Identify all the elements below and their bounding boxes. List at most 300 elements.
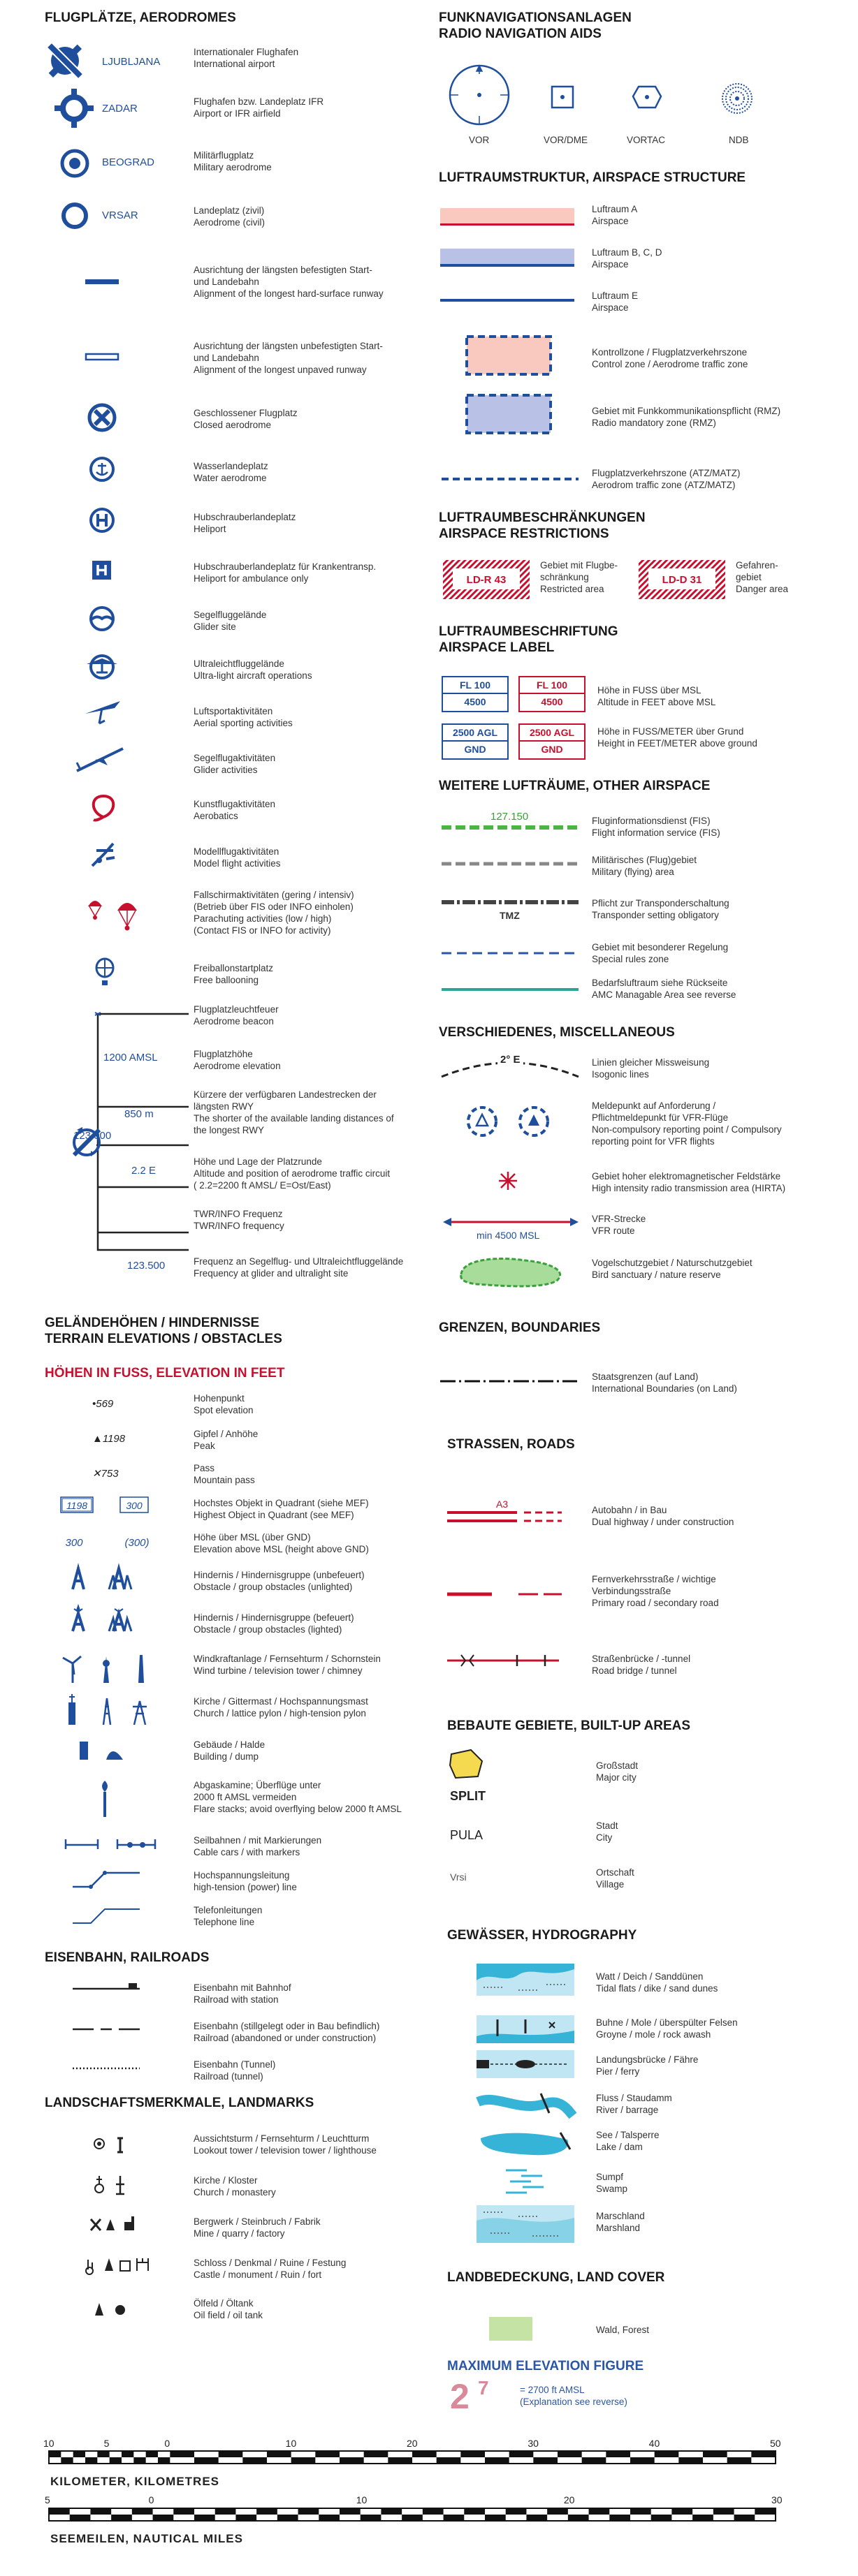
highway-label: A3 (496, 1499, 509, 1510)
castle-monument-ruin-fort-icon (84, 2253, 154, 2276)
isogonic-label: 2° E (497, 1054, 523, 1066)
km-scale-segment (133, 2457, 145, 2464)
label-box-bottom: 4500 (464, 696, 486, 707)
atz-symbol (442, 475, 581, 483)
label-box-top: FL 100 (443, 677, 507, 694)
label-box-blue (442, 676, 509, 712)
radio-label-vortac: VORTAC (627, 135, 666, 145)
frequency-label: 123.000 (73, 1130, 112, 1142)
aerodrome-text: Militärflugplatz Military aerodrome (194, 150, 272, 172)
groyne-icon (477, 2015, 574, 2043)
nm-scale-segment (485, 2515, 506, 2521)
km-tick-label: 10 (285, 2438, 297, 2449)
aerodrome-text: Kunstflugaktivitäten Aerobatics (194, 799, 276, 821)
airspace-text: Kontrollzone / Flugplatzverkehrszone Control zone / Aerodrome traffic zone (592, 347, 748, 369)
nm-scale-segment (630, 2508, 651, 2515)
tmz-label: TMZ (500, 910, 520, 921)
airspace-text: Gebiet mit Funkkommunikationspflicht (RMZ) Radio mandatory zone (RMZ) (592, 406, 781, 428)
misc-text: VFR-Strecke VFR route (592, 1214, 646, 1236)
km-scale-segment (678, 2457, 703, 2464)
label-box-red (518, 676, 586, 712)
terrain-text: Gipfel / Anhöhe Peak (194, 1429, 259, 1451)
other-airspace-text: Fluginformationsdienst (FIS) Flight information service (FIS) (592, 816, 720, 838)
hydrography-text: See / Talsperre Lake / dam (596, 2130, 660, 2152)
hard-runway-icon (85, 278, 120, 286)
other-airspace-text: Gebiet mit besonderer Regelung Special rules zone (592, 942, 729, 964)
village-label: Vrsi (450, 1871, 467, 1883)
km-scale-segment (291, 2457, 316, 2464)
hydrography-text: Landungsbrücke / Fähre Pier / ferry (596, 2054, 699, 2077)
fis-frequency-label: 127.150 (490, 811, 529, 823)
nm-scale-bar (49, 2508, 783, 2529)
built-up-text: Stadt City (596, 1820, 618, 1843)
closed-aerodrome-icon (87, 402, 117, 433)
terrain-text: Hohenpunkt Spot elevation (194, 1393, 254, 1415)
vor-dme-icon (549, 84, 577, 112)
heliport-ambulance-icon (92, 560, 112, 581)
nm-scale-segment (506, 2508, 527, 2515)
terrain-text: Pass Mountain pass (194, 1463, 255, 1485)
km-scale-segment (85, 2457, 97, 2464)
airspace-e-symbol (440, 293, 580, 307)
elevation-label: 1200 AMSL (103, 1052, 158, 1063)
city-label: PULA (450, 1828, 483, 1842)
bird-sanctuary-icon (456, 1253, 567, 1288)
landmark-text: Kirche / Kloster Church / monastery (194, 2175, 276, 2198)
obstacle-unlighted-icon (67, 1564, 137, 1592)
km-scale-segment (485, 2457, 509, 2464)
railroad-abandoned-icon (73, 2022, 143, 2036)
terrain-text: Hochspannungsleitung high-tension (power) line (194, 1870, 297, 1892)
aerial-sporting-icon (84, 698, 122, 726)
peak-symbol: ▲1198 (92, 1433, 126, 1445)
aerodrome-label: VRSAR (102, 209, 138, 221)
nm-scale-segment (361, 2515, 381, 2521)
km-scale-segment (315, 2451, 340, 2457)
landmark-text: Ölfeld / Öltank Oil field / oil tank (194, 2298, 263, 2320)
landmark-text: Schloss / Denkmal / Ruine / Festung Castle / monument / Ruin / fort (194, 2258, 347, 2280)
km-scale-segment (340, 2457, 364, 2464)
oil-field-tank-icon (92, 2299, 141, 2320)
nm-scale-segment (173, 2508, 194, 2515)
km-scale-segment (122, 2451, 133, 2457)
restricted-area-text: Gebiet mit Flugbe- schränkung Restricted area (540, 560, 618, 594)
nm-scale-segment (90, 2508, 111, 2515)
road-text: Fernverkehrsstraße / wichtige Verbindungsstraße Primary road / secondary road (592, 1574, 719, 1608)
nm-scale-segment (277, 2515, 298, 2521)
aerodrome-text: Freiballonstartplatz Free ballooning (194, 963, 274, 985)
power-line-icon (70, 1864, 154, 1892)
ifr-airport-icon (54, 89, 94, 128)
km-scale-segment (509, 2451, 534, 2457)
pass-symbol: ✕753 (92, 1468, 119, 1480)
nm-tick-label: 30 (771, 2494, 783, 2505)
km-tick-label: 20 (407, 2438, 418, 2449)
nm-scale-segment (464, 2508, 485, 2515)
church-monastery-icon (92, 2173, 148, 2197)
svg-text:300: 300 (65, 1537, 83, 1549)
vfr-route-label: min 4500 MSL (477, 1230, 540, 1241)
aerobatics-icon (88, 792, 119, 823)
terrain-heading: GELÄNDEHÖHEN / HINDERNISSE TERRAIN ELEVATIONS / OBSTACLES (45, 1316, 282, 1346)
km-scale-segment (158, 2457, 170, 2464)
vor-icon (444, 60, 521, 137)
label-box-top: FL 100 (520, 677, 584, 694)
aerodrome-text: Hubschrauberlandeplatz Heliport (194, 512, 296, 534)
km-scale-segment (110, 2457, 122, 2464)
nm-scale-segment (589, 2508, 610, 2515)
km-tick-label: 30 (528, 2438, 539, 2449)
tidal-flats-icon (477, 1964, 574, 1996)
other-airspace-heading: WEITERE LUFTRÄUME, OTHER AIRSPACE (439, 779, 711, 793)
aerodromes-heading: FLUGPLÄTZE, AERODROMES (45, 10, 236, 25)
lookout-tower-icon (92, 2134, 148, 2155)
nm-scale-segment (194, 2515, 215, 2521)
aerodrome-text: Modellflugaktivitäten Model flight activities (194, 846, 281, 869)
railroad-text: Eisenbahn (Tunnel) Railroad (tunnel) (194, 2059, 276, 2082)
svg-text:1198: 1198 (66, 1500, 88, 1511)
label-box-top: 2500 AGL (443, 725, 507, 742)
land-cover-text: Wald, Forest (596, 2325, 650, 2335)
km-scale-bar (49, 2451, 783, 2472)
nm-scale-segment (734, 2515, 755, 2521)
km-scale-segment (242, 2457, 267, 2464)
building-dump-icon (78, 1739, 134, 1764)
glider-site-icon (88, 605, 116, 633)
boundary-line (440, 1377, 580, 1385)
nm-scale-segment (568, 2515, 589, 2521)
terrain-text: Kirche / Gittermast / Hochspannungsmast Church / lattice pylon / high-tension pylon (194, 1696, 368, 1718)
hydrography-text: Sumpf Swamp (596, 2172, 628, 2194)
balloon-icon (94, 958, 116, 989)
road-text: Straßenbrücke / -tunnel Road bridge / tunnel (592, 1654, 691, 1676)
km-scale-label: KILOMETER, KILOMETRES (50, 2475, 219, 2488)
airspace-bcd-symbol (440, 246, 580, 271)
elevation-text: Flugplatzhöhe Aerodrome elevation (194, 1049, 281, 1071)
restricted-area-label: LD-R 43 (466, 574, 507, 586)
label-box-blue (442, 723, 509, 760)
km-scale-segment (606, 2451, 630, 2457)
river-barrage-icon (477, 2088, 574, 2124)
km-scale-segment (751, 2451, 776, 2457)
aerodrome-text: Wasserlandeplatz Water aerodrome (194, 461, 268, 483)
nm-scale-segment (340, 2508, 361, 2515)
fis-line (442, 824, 581, 831)
nm-scale-segment (215, 2508, 236, 2515)
flare-stack-icon (96, 1781, 113, 1818)
elevation-msl-symbol (60, 1533, 158, 1550)
nm-tick-label: 5 (45, 2494, 50, 2505)
nm-scale-segment (298, 2508, 319, 2515)
airspace-text: Luftraum A Airspace (592, 204, 638, 226)
built-up-heading: BEBAUTE GEBIETE, BUILT-UP AREAS (447, 1718, 691, 1733)
land-cover-heading: LANDBEDECKUNG, LAND COVER (447, 2270, 665, 2285)
other-airspace-text: Bedarfsluftraum siehe Rückseite AMC Managable Area see reverse (592, 978, 736, 1000)
aerodrome-label: BEOGRAD (102, 156, 155, 168)
obstacle-lighted-icon (67, 1606, 137, 1634)
marshland-icon (477, 2205, 574, 2243)
aerodrome-text: Hubschrauberlandeplatz für Krankentransp. Heliport for ambulance only (194, 561, 377, 584)
radio-label-ndb: NDB (729, 135, 749, 145)
nm-scale-segment (235, 2515, 256, 2521)
airspace-text: Luftraum B, C, D Airspace (592, 247, 662, 270)
misc-text: Meldepunkt auf Anforderung / Pflichtmeldepunkt für VFR-Flüge Non-compulsory reporting point / Compulsory reporting point for VFR flights (592, 1101, 782, 1147)
km-scale-segment (703, 2451, 727, 2457)
cable-car-icon (63, 1835, 161, 1856)
pier-ferry-icon (477, 2050, 574, 2078)
aerodrome-text: Luftsportaktivitäten Aerial sporting activities (194, 706, 293, 728)
swamp-icon (503, 2165, 552, 2197)
feet-heading: HÖHEN IN FUSS, ELEVATION IN FEET (45, 1366, 285, 1381)
model-flight-icon (89, 841, 117, 869)
km-scale-segment (61, 2457, 73, 2464)
nm-scale-segment (132, 2508, 153, 2515)
circuit-text: Höhe und Lage der Platzrunde Altitude and position of aerodrome traffic circuit ( 2.2=2200 ft AMSL/ E=Ost/East) (194, 1156, 391, 1191)
vfr-route-line (442, 1215, 581, 1229)
international-airport-icon (41, 36, 89, 85)
road-text: Autobahn / in Bau Dual highway / under construction (592, 1505, 734, 1527)
glider-frequency-label: 123.500 (127, 1260, 166, 1272)
danger-area-label: LD-D 31 (662, 574, 702, 586)
nm-tick-label: 20 (563, 2494, 575, 2505)
km-scale-segment (49, 2451, 61, 2457)
spot-elevation-symbol: •569 (92, 1398, 114, 1410)
km-scale-segment (727, 2457, 752, 2464)
civil-aerodrome-icon (60, 201, 89, 230)
mef-big-digit: 2 (450, 2377, 470, 2416)
nm-scale-segment (651, 2515, 672, 2521)
aerodrome-text: Internationaler Flughafen International airport (194, 47, 299, 69)
km-tick-label: 10 (43, 2438, 54, 2449)
control-zone-symbol (464, 334, 555, 378)
svg-text:(300): (300) (124, 1537, 150, 1549)
km-tick-label: 40 (648, 2438, 660, 2449)
reporting-point-icons (465, 1105, 556, 1140)
military-area-line (442, 860, 581, 867)
km-scale-segment (630, 2457, 655, 2464)
wind-turbine-tv-tower-chimney-icon (60, 1649, 151, 1684)
nm-tick-label: 0 (148, 2494, 154, 2505)
km-scale-segment (364, 2451, 388, 2457)
circuit-label: 2.2 E (131, 1165, 157, 1177)
roads-heading: STRASSEN, ROADS (447, 1437, 575, 1452)
terrain-text: Höhe über MSL (über GND) Elevation above MSL (height above GND) (194, 1532, 369, 1554)
label-box-bottom: GND (464, 744, 486, 755)
km-tick-label: 50 (770, 2438, 781, 2449)
radio-label-vor: VOR (469, 135, 490, 145)
railroad-tunnel-icon (73, 2061, 143, 2075)
ultralight-icon (85, 652, 119, 682)
railroad-station-icon (73, 1980, 143, 1994)
vortac-icon (632, 84, 662, 115)
airspace-text: Flugplatzverkehrszone (ATZ/MATZ) Aerodrom traffic zone (ATZ/MATZ) (592, 468, 741, 490)
nm-scale-label: SEEMEILEN, NAUTICAL MILES (50, 2532, 243, 2545)
runway-length-text: Kürzere der verfügbaren Landestrecken der längsten RWY The shorter of the available landing distances of the longest RWY (194, 1089, 394, 1135)
lake-dam-icon (477, 2128, 574, 2159)
hydrography-text: Marschland Marshland (596, 2211, 645, 2233)
restrictions-heading: LUFTRAUMBESCHRÄNKUNGEN AIRSPACE RESTRICTIONS (439, 510, 646, 541)
terrain-text: Windkraftanlage / Fernsehturm / Schornstein Wind turbine / television tower / chimney (194, 1654, 381, 1676)
airspace-text: Luftraum E Airspace (592, 290, 639, 313)
forest-swatch (489, 2317, 532, 2341)
tmz-line (442, 898, 581, 906)
highest-object-symbol (60, 1494, 151, 1515)
km-scale-segment (388, 2457, 412, 2464)
label-box-bottom: 4500 (541, 696, 563, 707)
km-scale-segment (582, 2457, 606, 2464)
nm-scale-segment (692, 2515, 713, 2521)
boundary-text: Staatsgrenzen (auf Land) International Boundaries (on Land) (592, 1371, 737, 1394)
km-tick-label: 5 (103, 2438, 110, 2449)
military-aerodrome-icon (60, 149, 89, 178)
km-scale-segment (412, 2451, 437, 2457)
airspace-label-text: Höhe in FUSS über MSL Altitude in FEET above MSL (597, 685, 716, 707)
nm-scale-segment (423, 2508, 444, 2515)
airspace-heading: LUFTRAUMSTRUKTUR, AIRSPACE STRUCTURE (439, 170, 746, 185)
aerodrome-text: Ultraleichtfluggelände Ultra-light aircraft operations (194, 658, 312, 681)
terrain-text: Hindernis / Hindernisgruppe (befeuert) Obstacle / group obstacles (lighted) (194, 1612, 354, 1635)
landmark-text: Aussichtsturm / Fernsehturm / Leuchtturm Lookout tower / television tower / lighthouse (194, 2133, 377, 2156)
mef-heading: MAXIMUM ELEVATION FIGURE (447, 2359, 644, 2373)
aerodrome-text: Flughafen bzw. Landeplatz IFR Airport or IFR airfield (194, 96, 324, 119)
radio-label-vor-dme: VOR/DME (544, 135, 588, 145)
km-tick-label: 0 (164, 2438, 170, 2449)
terrain-text: Abgaskamine; Überflüge unter 2000 ft AMSL vermeiden Flare stacks; avoid overflying below 2000 ft AMSL (194, 1780, 402, 1814)
nm-scale-segment (609, 2515, 630, 2521)
major-city-label: SPLIT (450, 1789, 486, 1803)
nm-scale-segment (49, 2508, 70, 2515)
km-scale-segment (219, 2451, 243, 2457)
aerodrome-text: Segelfluggelände Glider site (194, 610, 267, 632)
amc-line (442, 986, 581, 993)
km-scale-segment (655, 2451, 679, 2457)
misc-text: Linien gleicher Missweisung Isogonic lines (592, 1057, 710, 1080)
terrain-text: Telefonleitungen Telephone line (194, 1905, 263, 1927)
aerodrome-info-diagram (42, 1006, 196, 1257)
nm-tick-label: 10 (356, 2494, 368, 2505)
nm-scale-segment (713, 2508, 734, 2515)
nm-scale-segment (381, 2508, 402, 2515)
beacon-text: Flugplatzleuchtfeuer Aerodrome beacon (194, 1004, 279, 1026)
nm-scale-segment (755, 2508, 776, 2515)
nm-scale-segment (111, 2515, 132, 2521)
nm-scale-segment (70, 2515, 91, 2521)
glider-activity-icon (75, 746, 126, 774)
aerodrome-text: Geschlossener Flugplatz Closed aerodrome (194, 408, 298, 430)
airspace-a-symbol (440, 204, 580, 229)
airspace-label-text: Höhe in FUSS/METER über Grund Height in FEET/METER above ground (597, 726, 757, 749)
highway-symbol (447, 1510, 566, 1525)
nm-scale-segment (444, 2515, 465, 2521)
hydrography-heading: GEWÄSSER, HYDROGRAPHY (447, 1928, 637, 1943)
danger-area-text: Gefahren- gebiet Danger area (736, 560, 789, 594)
railroad-text: Eisenbahn mit Bahnhof Railroad with station (194, 1982, 291, 2005)
twr-text: TWR/INFO Frequenz TWR/INFO frequency (194, 1209, 284, 1231)
misc-heading: VERSCHIEDENES, MISCELLANEOUS (439, 1025, 675, 1040)
special-rules-line (442, 950, 581, 957)
landmarks-heading: LANDSCHAFTSMERKMALE, LANDMARKS (45, 2096, 314, 2110)
mef-text: = 2700 ft AMSL (Explanation see reverse) (520, 2385, 627, 2407)
hydrography-text: Buhne / Mole / überspülter Felsen Groyne / mole / rock awash (596, 2017, 738, 2040)
hydrography-text: Watt / Deich / Sanddünen Tidal flats / dike / sand dunes (596, 1971, 718, 1994)
boundaries-heading: GRENZEN, BOUNDARIES (439, 1320, 601, 1335)
misc-text: Gebiet hoher elektromagnetischer Feldstärke High intensity radio transmission area (HIRTA) (592, 1171, 786, 1193)
other-airspace-text: Pflicht zur Transponderschaltung Transponder setting obligatory (592, 898, 729, 920)
km-scale-segment (146, 2451, 158, 2457)
label-box-red (518, 723, 586, 760)
aerodrome-text: Ausrichtung der längsten unbefestigten Start- und Landebahn Alignment of the longest unpaved runway (194, 341, 383, 375)
other-airspace-text: Militärisches (Flug)gebiet Military (flying) area (592, 855, 697, 877)
label-box-top: 2500 AGL (520, 725, 584, 742)
major-city-icon (447, 1747, 489, 1781)
km-scale-segment (97, 2451, 109, 2457)
km-scale-segment (533, 2457, 558, 2464)
svg-text:300: 300 (126, 1500, 143, 1511)
label-box-bottom: GND (541, 744, 563, 755)
km-scale-segment (73, 2451, 85, 2457)
terrain-text: Gebäude / Halde Building / dump (194, 1739, 266, 1762)
nm-scale-segment (526, 2515, 547, 2521)
primary-secondary-road-symbol (447, 1589, 566, 1599)
built-up-text: Großstadt Major city (596, 1760, 639, 1783)
terrain-text: Hindernis / Hindernisgruppe (unbefeuert) Obstacle / group obstacles (unlighted) (194, 1570, 365, 1592)
parachute-icon (85, 895, 141, 934)
misc-text: Vogelschutzgebiet / Naturschutzgebiet Bird sanctuary / nature reserve (592, 1258, 752, 1280)
terrain-text: Seilbahnen / mit Markierungen Cable cars / with markers (194, 1835, 322, 1857)
nm-scale-segment (153, 2515, 174, 2521)
aerodrome-text: Fallschirmaktivitäten (gering / intensiv) (Betrieb über FIS oder INFO einholen) Parachuting activities (low / high) (Contact FIS or INFO for activity) (194, 890, 354, 936)
road-bridge-tunnel-symbol (447, 1652, 566, 1669)
aerodrome-text: Ausrichtung der längsten befestigten Start- und Landebahn Alignment of the longest hard-surface runway (194, 265, 384, 299)
railroad-text: Eisenbahn (stillgelegt oder in Bau befindlich) Railroad (abandoned or under construction) (194, 2021, 380, 2043)
mine-quarry-factory-icon (88, 2214, 151, 2235)
km-scale-segment (170, 2451, 194, 2457)
nm-scale-segment (319, 2515, 340, 2521)
aerodrome-label: ZADAR (102, 103, 138, 115)
radio-heading: FUNKNAVIGATIONSANLAGEN RADIO NAVIGATION AIDS (439, 10, 632, 41)
km-scale-segment (437, 2457, 461, 2464)
km-scale-segment (194, 2457, 219, 2464)
water-aerodrome-icon (88, 455, 116, 483)
nm-scale-segment (547, 2508, 568, 2515)
railroads-heading: EISENBAHN, RAILROADS (45, 1950, 210, 1965)
rmz-symbol (464, 392, 555, 437)
heliport-icon (88, 506, 116, 534)
km-scale-segment (558, 2451, 582, 2457)
unpaved-runway-icon (85, 353, 120, 362)
km-scale-segment (460, 2451, 485, 2457)
church-pylon-icon (60, 1693, 151, 1728)
aerodrome-text: Landeplatz (zivil) Aerodrome (civil) (194, 205, 266, 228)
aerodrome-label: LJUBLJANA (102, 56, 161, 68)
km-scale-segment (267, 2451, 291, 2457)
terrain-text: Hochstes Objekt in Quadrant (siehe MEF) Highest Object in Quadrant (see MEF) (194, 1498, 369, 1520)
ndb-icon (721, 82, 753, 115)
telephone-line-icon (70, 1901, 154, 1929)
airspace-label-heading: LUFTRAUMBESCHRIFTUNG AIRSPACE LABEL (439, 624, 618, 655)
aerodrome-text: Segelflugaktivitäten Glider activities (194, 753, 276, 775)
glider-frequency-text: Frequenz an Segelflug- und Ultraleichtfluggelände Frequency at glider and ultralight site (194, 1256, 404, 1279)
nm-scale-segment (256, 2508, 277, 2515)
landmark-text: Bergwerk / Steinbruch / Fabrik Mine / quarry / factory (194, 2216, 321, 2239)
hirta-icon (497, 1170, 518, 1191)
mef-small-digit: 7 (478, 2377, 489, 2399)
built-up-text: Ortschaft Village (596, 1867, 634, 1890)
hydrography-text: Fluss / Staudamm River / barrage (596, 2093, 672, 2115)
nm-scale-segment (671, 2508, 692, 2515)
nm-scale-segment (402, 2515, 423, 2521)
runway-length-label: 850 m (124, 1108, 154, 1120)
